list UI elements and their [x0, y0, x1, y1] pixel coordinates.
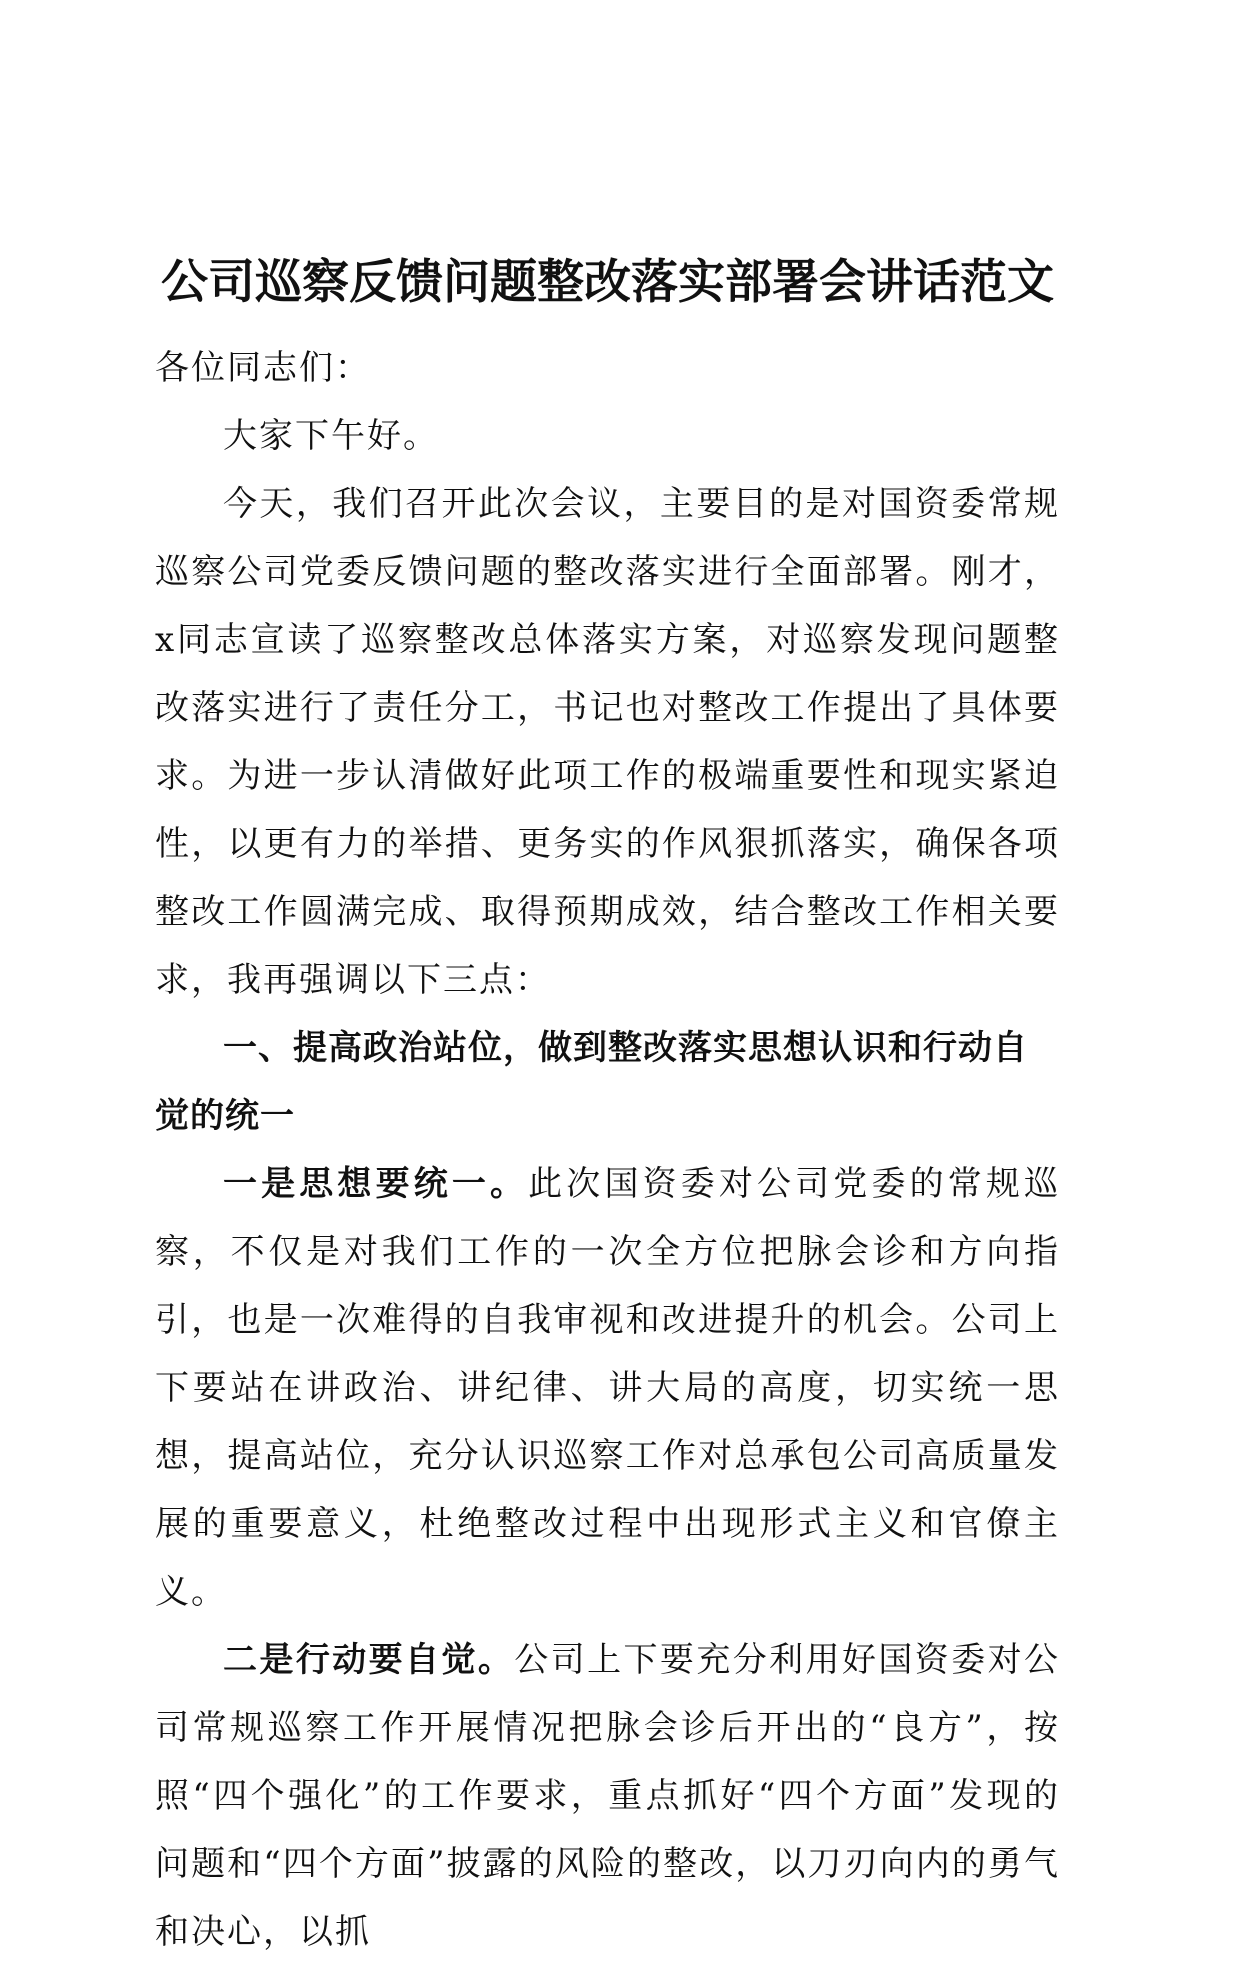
point-paragraph-1 — [155, 1150, 1060, 1626]
point-text-2: 公司上下要充分利用好国资委对公司常规巡察工作开展情况把脉会诊后开出的“良方”，按照“四个强化”的工作要求，重点抓好“四个方面”发现的问题和“四个方面”披露的风险的整改，以刀刃向内的勇气和决心，以抓 — [155, 1640, 1061, 1952]
point-lead-2: 二是行动要自觉。 — [223, 1640, 515, 1680]
salutation: 各位同志们： — [155, 348, 371, 388]
point-paragraph-2 — [155, 1626, 1060, 1966]
intro-paragraph: 今天，我们召开此次会议，主要目的是对国资委常规巡察公司党委反馈问题的整改落实进行全面部署。刚才，x同志宣读了巡察整改总体落实方案，对巡察发现问题整改落实进行了责任分工，书记也对整改工作提出了具体要求。为进一步认清做好此项工作的极端重要性和现实紧迫性，以更有力的举措、更务实的作风狠抓落实，确保各项整改工作圆满完成、取得预期成效，结合整改工作相关要求，我再强调以下三点： — [155, 484, 1060, 1000]
document-title: 公司巡察反馈问题整改落实部署会讲话范文 — [161, 255, 1054, 310]
point-text-1: 此次国资委对公司党委的常规巡察，不仅是对我们工作的一次全方位把脉会诊和方向指引，也是一次难得的自我审视和改进提升的机会。公司上下要站在讲政治、讲纪律、讲大局的高度，切实统一思想，提高站位，充分认识巡察工作对总承包公司高质量发展的重要意义，杜绝整改过程中出现形式主义和官僚主义。 — [155, 1164, 1061, 1612]
document-page — [155, 240, 1060, 1966]
point-lead-1: 一是思想要统一。 — [223, 1164, 529, 1204]
greeting: 大家下午好。 — [223, 416, 439, 456]
section-heading: 一、提高政治站位，做到整改落实思想认识和行动自觉的统一 — [155, 1028, 1028, 1136]
